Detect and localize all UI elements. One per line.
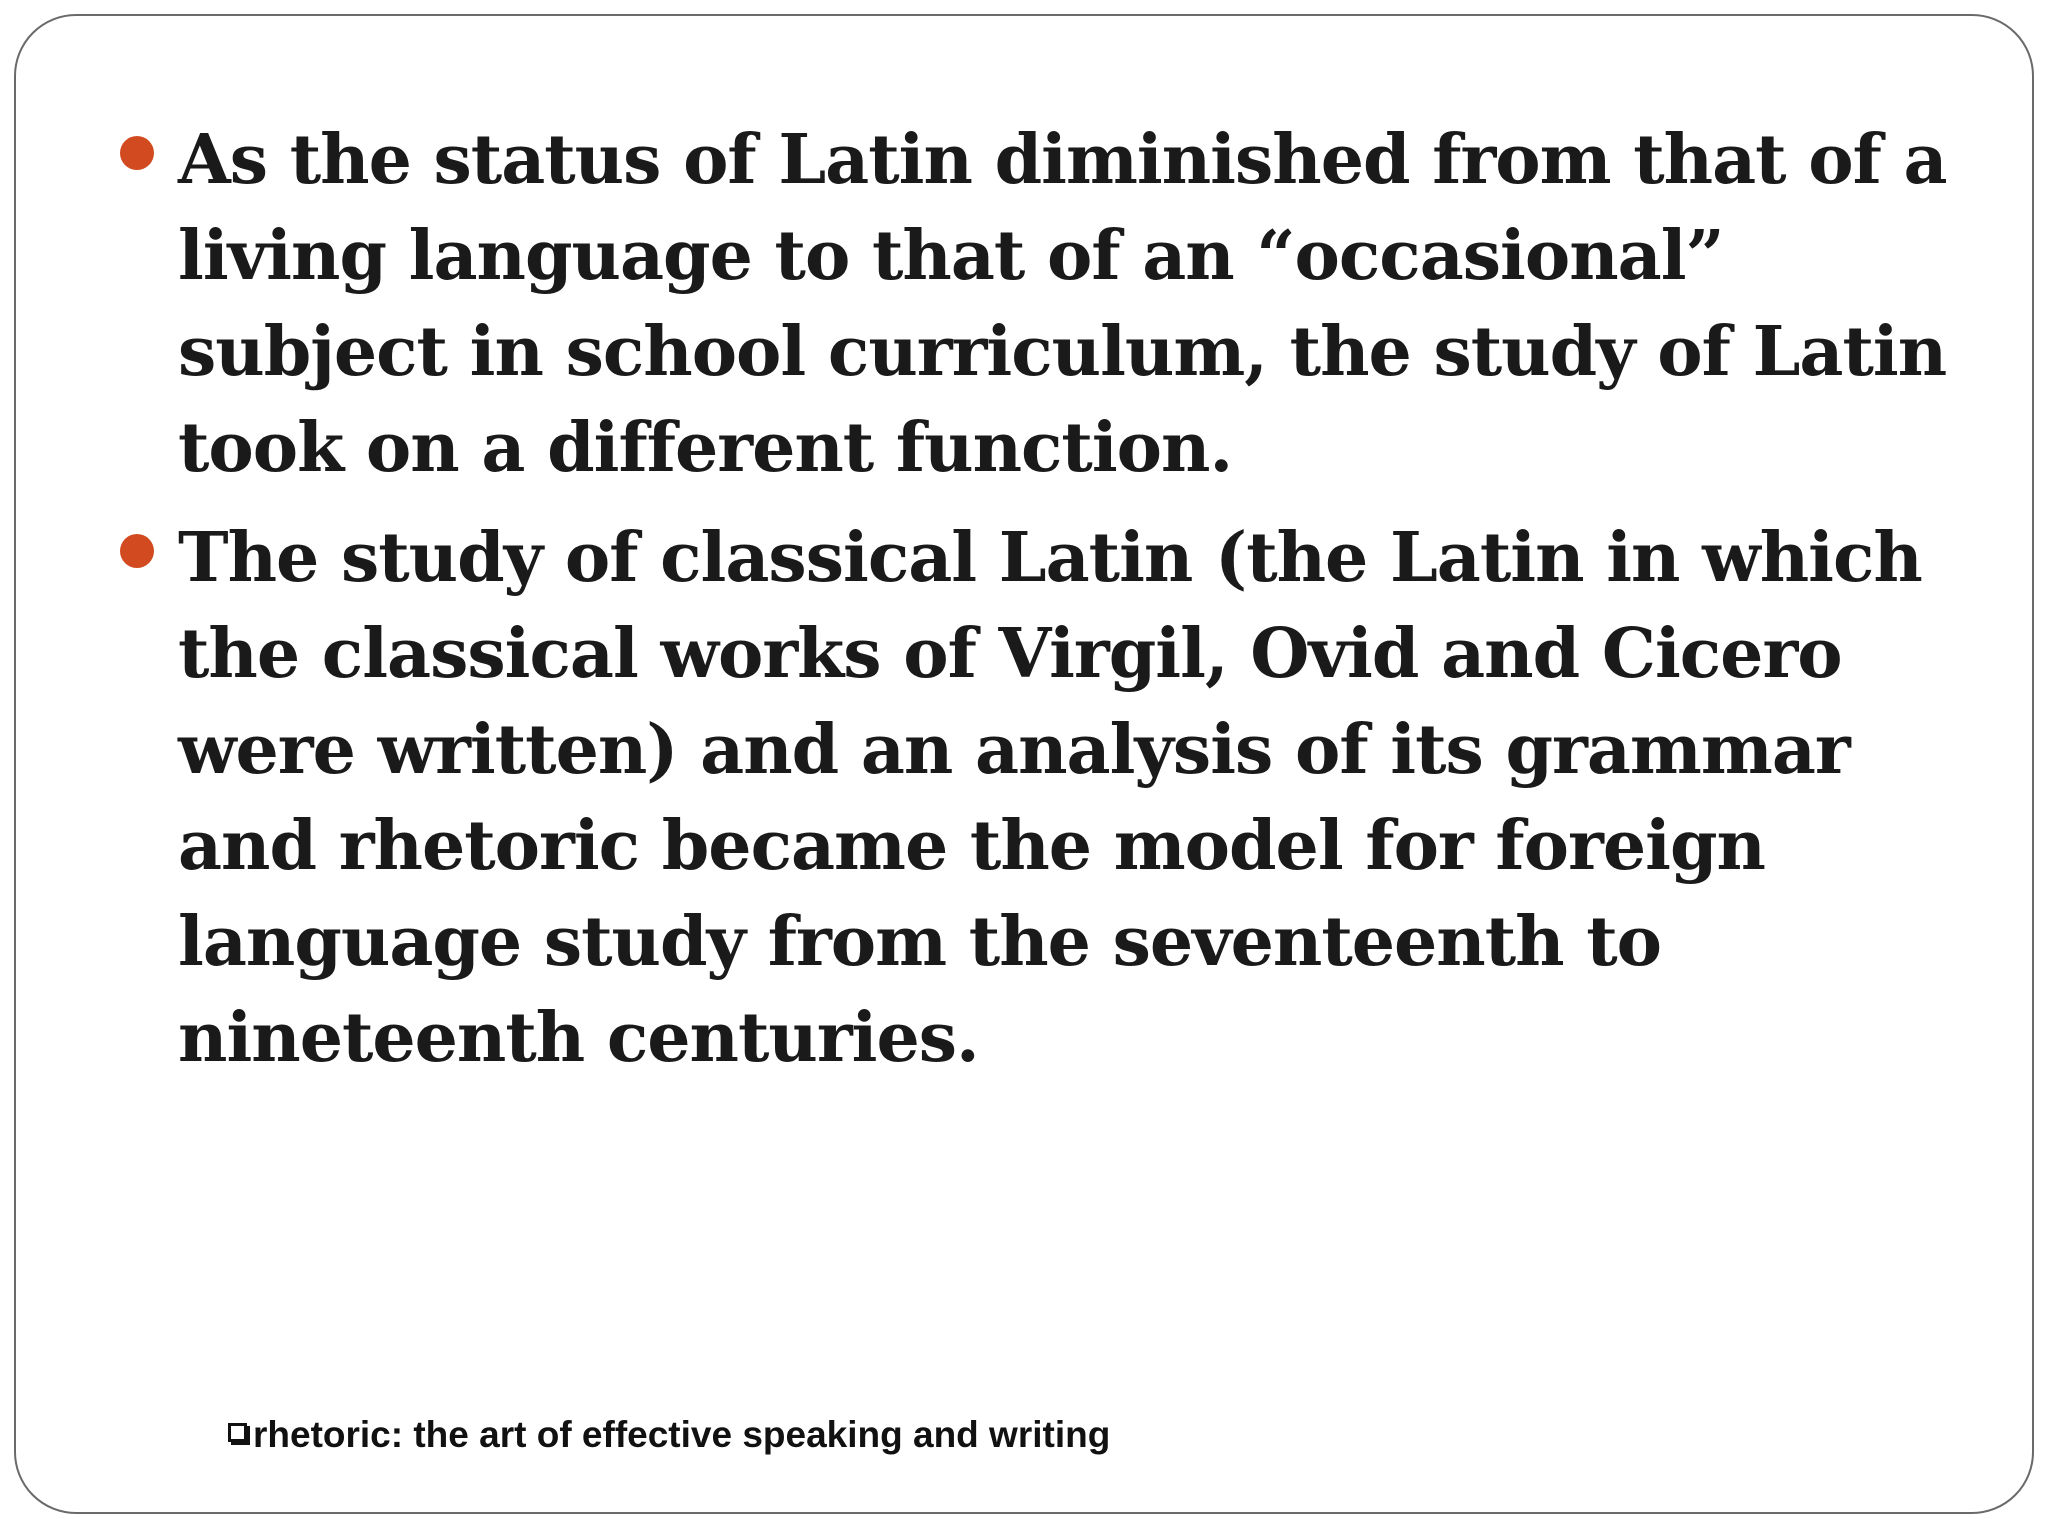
bullet-item <box>112 510 1992 1086</box>
round-bullet-icon <box>120 534 154 568</box>
footnote <box>228 1414 1110 1456</box>
bullet-list <box>112 112 1992 1100</box>
round-bullet-icon <box>120 136 154 170</box>
bullet-text: As the status of Latin diminished from that of a living language to that of an “occasional” subject in school curriculum, the study of Latin took on a different function. <box>178 120 1947 488</box>
hollow-square-bullet-icon <box>228 1423 247 1442</box>
bullet-item <box>112 112 1992 496</box>
footnote-text: rhetoric: the art of effective speaking and writing <box>253 1414 1111 1455</box>
bullet-text: The study of classical Latin (the Latin in which the classical works of Virgil, Ovid and Cicero were written) and an analysis of its grammar and rhetoric became the model for foreign language study from the seventeenth to nineteenth centuries. <box>178 518 1922 1078</box>
